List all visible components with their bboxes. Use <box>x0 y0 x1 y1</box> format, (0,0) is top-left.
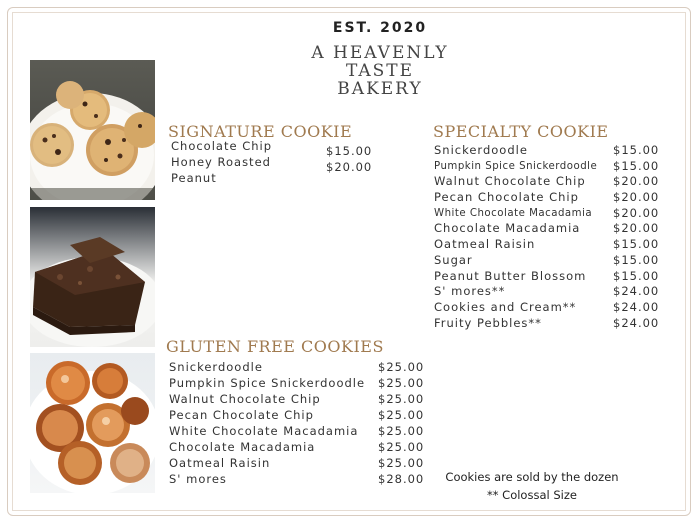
price: $24.00 <box>613 315 660 330</box>
price: $15.00 <box>613 252 660 267</box>
est-label: EST. 2020 <box>332 20 428 36</box>
note-colossal: ** Colossal Size <box>487 488 577 502</box>
price: $24.00 <box>613 284 660 299</box>
glazed-bites-photo <box>30 353 155 493</box>
price: $25.00 <box>378 456 425 470</box>
gluten-free-prices <box>378 359 424 487</box>
list-item: Fruity Pebbles** <box>434 315 542 330</box>
list-item: Peanut Butter Blossom <box>434 268 587 283</box>
price: $20.00 <box>613 174 660 189</box>
price: $25.00 <box>378 376 425 390</box>
price: $15.00 <box>326 144 373 158</box>
bakery-name-line-1: A HEAVENLY <box>311 43 449 63</box>
specialty-prices <box>613 143 659 331</box>
list-item: White Chocolate Macadamia <box>434 207 593 219</box>
list-item: Honey Roasted <box>171 155 271 169</box>
list-item: White Chocolate Macadamia <box>169 424 359 438</box>
price: $24.00 <box>613 299 660 314</box>
list-item: Pumpkin Spice Snickerdoodle <box>434 160 598 172</box>
price: $15.00 <box>613 158 660 173</box>
price: $25.00 <box>378 392 425 406</box>
list-item: S' mores <box>169 472 227 486</box>
list-item: Peanut <box>171 171 217 185</box>
gluten-free-items <box>169 359 365 487</box>
bakery-name-line-3: BAKERY <box>337 79 423 99</box>
list-item: Pecan Chocolate Chip <box>434 190 579 205</box>
list-item: Snickerdoodle <box>169 360 263 374</box>
notes <box>432 468 632 504</box>
price: $25.00 <box>378 440 425 454</box>
price: $20.00 <box>613 205 660 220</box>
list-item: Walnut Chocolate Chip <box>434 174 586 189</box>
cookies-photo <box>30 60 155 200</box>
price: $20.00 <box>326 160 373 174</box>
price: $25.00 <box>378 408 425 422</box>
list-item: Chocolate Macadamia <box>434 221 581 236</box>
list-item: Oatmeal Raisin <box>434 237 536 252</box>
signature-items <box>171 138 272 186</box>
specialty-title: SPECIALTY COOKIE <box>433 122 609 141</box>
list-item: Pecan Chocolate Chip <box>169 408 314 422</box>
price: $28.00 <box>378 472 425 486</box>
gluten-free-title: GLUTEN FREE COOKIES <box>166 337 384 356</box>
list-item: Oatmeal Raisin <box>169 456 271 470</box>
list-item: Walnut Chocolate Chip <box>169 392 321 406</box>
list-item: Snickerdoodle <box>434 143 528 157</box>
price: $15.00 <box>613 237 660 252</box>
signature-title: SIGNATURE COOKIE <box>168 122 353 141</box>
brownie-photo <box>30 207 155 347</box>
list-item: Chocolate Chip <box>171 139 273 153</box>
price: $20.00 <box>613 221 660 236</box>
bakery-name-line-2: TASTE <box>345 61 415 81</box>
list-item: Sugar <box>434 252 473 267</box>
price: $25.00 <box>378 360 425 374</box>
list-item: Chocolate Macadamia <box>169 440 316 454</box>
specialty-items <box>434 143 597 331</box>
note-dozen: Cookies are sold by the dozen <box>445 470 619 484</box>
price: $25.00 <box>378 424 425 438</box>
signature-prices <box>326 143 372 175</box>
price: $15.00 <box>613 268 660 283</box>
list-item: Cookies and Cream** <box>434 299 577 314</box>
list-item: Pumpkin Spice Snickerdoodle <box>169 376 366 390</box>
price: $15.00 <box>613 143 660 157</box>
list-item: S' mores** <box>434 284 506 299</box>
price: $20.00 <box>613 190 660 205</box>
